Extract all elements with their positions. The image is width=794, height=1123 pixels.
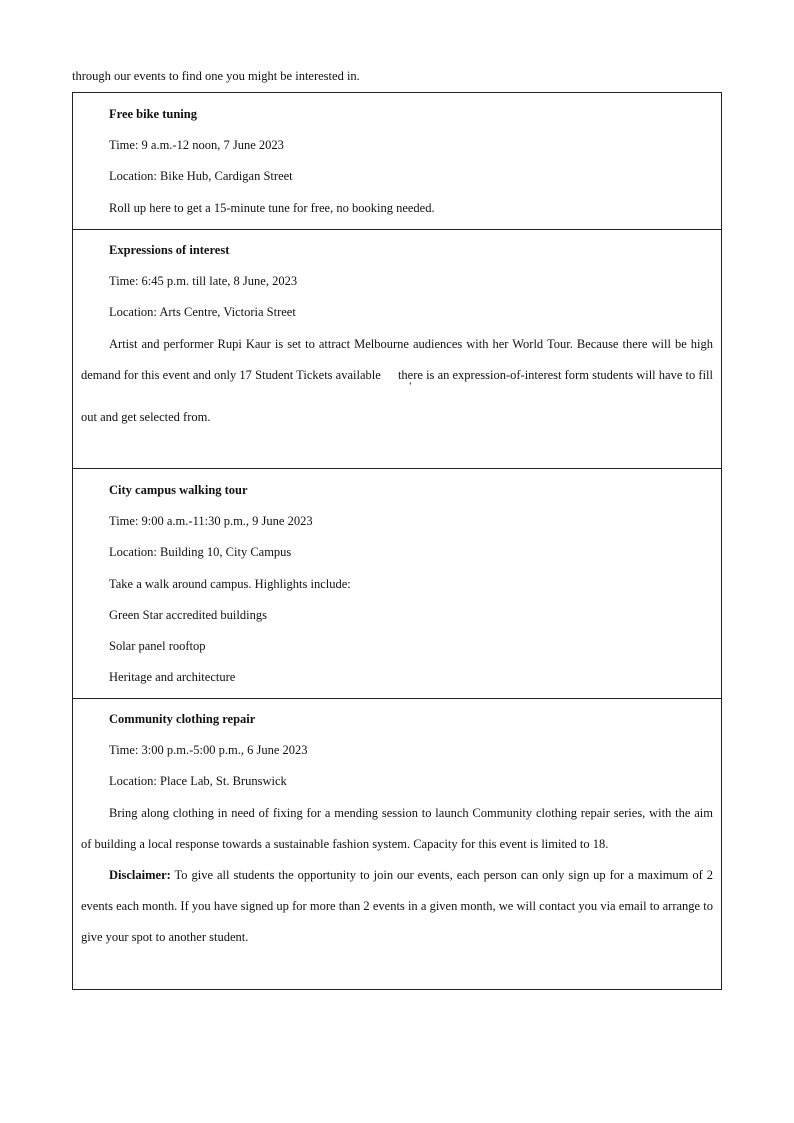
disclaimer-label: Disclaimer: [109,867,171,882]
event-description: Roll up here to get a 15-minute tune for free, no booking needed. [109,200,435,215]
event-time: Time: 3:00 p.m.-5:00 p.m., 6 June 2023 [109,743,308,758]
stray-comma-mark: ʻ [408,380,413,392]
event-description-part1: Artist and performer Rupi Kaur is set to attract Melbourne audiences with her World Tour. Because there will be high demand for this event and only 17 Student Tickets available [81,336,713,382]
event-location: Location: Place Lab, St. Brunswick [109,774,287,789]
disclaimer [81,860,713,954]
event-time: Time: 6:45 p.m. till late, 8 June, 2023 [109,274,298,289]
event-location: Location: Arts Centre, Victoria Street [109,305,296,320]
event-description: Take a walk around campus. Highlights include: [109,576,351,591]
event-cell-bike-tuning [73,93,721,229]
event-cell-campus-walking-tour [73,468,721,698]
event-title: Expressions of interest [109,243,230,257]
event-location: Location: Bike Hub, Cardigan Street [109,169,293,184]
event-cell-clothing-repair [73,698,721,989]
highlight-item: Green Star accredited buildings [109,607,267,622]
disclaimer-text: To give all students the opportunity to join our events, each person can only sign up for a maximum of 2 events each month. If you have signed up for more than 2 events in a given month, we will contact you via email to arrange to give your spot to another student. [81,867,713,945]
intro-text: through our events to find one you might be interested in. [72,69,360,83]
event-time: Time: 9 a.m.-12 noon, 7 June 2023 [109,138,284,153]
event-cell-expressions-of-interest [73,229,721,468]
events-table [72,92,722,990]
event-title: Free bike tuning [109,107,197,121]
highlight-item: Solar panel rooftop [109,638,206,653]
highlight-item: Heritage and architecture [109,670,236,685]
event-description-part2: there is an expression-of-interest form students will have to fill out and get selected from. [81,367,713,424]
event-title: Community clothing repair [109,712,256,726]
event-description: Bring along clothing in need of fixing for a mending session to launch Community clothing repair series, with the aim of building a local response towards a sustainable fashion system. Capacity for this event is limited to 18. [81,805,713,851]
event-time: Time: 9:00 a.m.-11:30 p.m., 9 June 2023 [109,514,313,529]
event-location: Location: Building 10, City Campus [109,545,292,560]
event-description [81,329,713,434]
event-title: City campus walking tour [109,483,248,497]
